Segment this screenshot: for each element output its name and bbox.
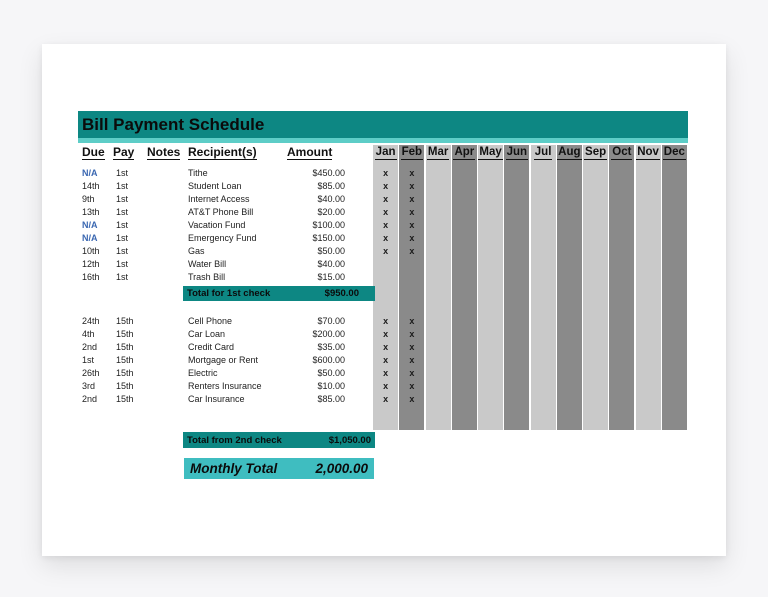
pay-cell: 15th (116, 368, 134, 378)
pay-cell: 1st (116, 220, 129, 230)
recipient-cell: Gas (188, 246, 205, 256)
monthly-total-label: Monthly Total (190, 461, 278, 476)
recipient-cell: Student Loan (188, 181, 242, 191)
paid-checkmark: x (409, 207, 415, 217)
paid-checkmark: x (409, 368, 415, 378)
document-page (42, 44, 726, 556)
paid-checkmark: x (409, 342, 415, 352)
schedule-row (42, 232, 375, 245)
due-cell: 10th (82, 246, 100, 256)
recipient-cell: Renters Insurance (188, 381, 262, 391)
month-column (583, 145, 608, 430)
amount-cell: $600.00 (312, 355, 345, 365)
month-header-label: Mar (427, 146, 449, 158)
paid-checkmark: x (383, 194, 389, 204)
pay-cell: 15th (116, 342, 134, 352)
total-1st-check-amount: $950.00 (324, 288, 359, 299)
paid-checkmark: x (383, 207, 389, 217)
recipient-cell: Tithe (188, 168, 208, 178)
recipient-cell: Credit Card (188, 342, 235, 352)
month-column (557, 145, 582, 430)
amount-cell: $85.00 (317, 394, 345, 404)
month-column (373, 145, 398, 430)
due-cell: 9th (82, 194, 95, 204)
column-header-pay: Pay (113, 145, 135, 159)
amount-cell: $50.00 (317, 246, 345, 256)
pay-cell: 1st (116, 207, 129, 217)
pay-cell: 1st (116, 168, 129, 178)
due-cell: 24th (82, 316, 100, 326)
schedule-row (42, 206, 375, 219)
schedule-row (42, 271, 375, 284)
paid-checkmark: x (409, 181, 415, 191)
due-cell: N/A (82, 233, 98, 243)
recipient-cell: Water Bill (188, 259, 227, 269)
pay-cell: 1st (116, 246, 129, 256)
due-cell: 14th (82, 181, 100, 191)
recipient-cell: AT&T Phone Bill (188, 207, 254, 217)
pay-cell: 1st (116, 233, 129, 243)
schedule-row (42, 367, 375, 380)
amount-cell: $200.00 (312, 329, 345, 339)
amount-cell: $40.00 (317, 259, 345, 269)
month-header-label: May (479, 146, 502, 158)
total-2nd-check-label: Total from 2nd check (187, 434, 282, 446)
month-column (452, 145, 477, 430)
month-header-label: Oct (612, 146, 632, 158)
pay-cell: 1st (116, 194, 129, 204)
paid-checkmark: x (409, 220, 415, 230)
due-cell: 12th (82, 259, 100, 269)
paid-checkmark: x (383, 381, 389, 391)
month-header-label: Jan (375, 146, 396, 158)
column-header-amount: Amount (287, 145, 333, 159)
recipient-cell: Electric (188, 368, 218, 378)
month-header-label: Jun (506, 146, 528, 158)
month-header-label: Dec (663, 146, 685, 158)
paid-checkmark: x (383, 233, 389, 243)
paid-checkmark: x (409, 168, 415, 178)
amount-cell: $40.00 (317, 194, 345, 204)
month-column (531, 145, 556, 430)
recipient-cell: Car Insurance (188, 394, 245, 404)
schedule-row (42, 380, 375, 393)
month-column (662, 145, 687, 430)
paid-checkmark: x (409, 329, 415, 339)
amount-cell: $20.00 (317, 207, 345, 217)
month-column (609, 145, 634, 430)
pay-cell: 1st (116, 272, 129, 282)
schedule-row (42, 341, 375, 354)
month-column (636, 145, 661, 430)
paid-checkmark: x (383, 355, 389, 365)
pay-cell: 15th (116, 329, 134, 339)
schedule-row (42, 167, 375, 180)
recipient-cell: Cell Phone (188, 316, 233, 326)
schedule-row (42, 180, 375, 193)
month-header-label: Apr (454, 146, 475, 158)
month-column (504, 145, 529, 430)
paid-checkmark: x (383, 342, 389, 352)
total-1st-check-label: Total for 1st check (187, 288, 271, 299)
due-cell: N/A (82, 220, 98, 230)
pay-cell: 15th (116, 381, 134, 391)
recipient-cell: Car Loan (188, 329, 226, 339)
paid-checkmark: x (409, 355, 415, 365)
amount-cell: $70.00 (317, 316, 345, 326)
paid-checkmark: x (409, 394, 415, 404)
month-header-label: Sep (585, 146, 607, 158)
month-column (426, 145, 451, 430)
schedule-row (42, 315, 375, 328)
month-header-label: Aug (558, 146, 581, 158)
due-cell: N/A (82, 168, 98, 178)
column-header-due: Due (82, 145, 105, 159)
pay-cell: 1st (116, 259, 129, 269)
paid-checkmark: x (409, 381, 415, 391)
due-cell: 3rd (82, 381, 96, 391)
month-column (399, 145, 424, 430)
schedule-row (42, 245, 375, 258)
schedule-row (42, 193, 375, 206)
paid-checkmark: x (383, 246, 389, 256)
recipient-cell: Emergency Fund (188, 233, 257, 243)
schedule-row (42, 354, 375, 367)
total-2nd-check-amount: $1,050.00 (328, 434, 371, 446)
due-cell: 13th (82, 207, 100, 217)
amount-cell: $450.00 (312, 168, 345, 178)
monthly-total-amount: 2,000.00 (315, 461, 368, 476)
due-cell: 2nd (82, 394, 98, 404)
column-header-recipient: Recipient(s) (188, 145, 257, 159)
pay-cell: 1st (116, 181, 129, 191)
total-1st-check-bar (183, 286, 375, 301)
month-header-label: Nov (637, 146, 659, 158)
amount-cell: $150.00 (312, 233, 345, 243)
total-2nd-check-bar (183, 432, 375, 448)
month-column (478, 145, 503, 430)
paid-checkmark: x (383, 394, 389, 404)
paid-checkmark: x (409, 246, 415, 256)
schedule-row (42, 393, 375, 406)
paid-checkmark: x (383, 368, 389, 378)
pay-cell: 15th (116, 394, 134, 404)
paid-checkmark: x (409, 316, 415, 326)
schedule-row (42, 328, 375, 341)
schedule-row (42, 258, 375, 271)
pay-cell: 15th (116, 355, 134, 365)
column-header-notes: Notes (147, 145, 181, 159)
page-title: Bill Payment Schedule (82, 114, 265, 134)
recipient-cell: Internet Access (188, 194, 250, 204)
due-cell: 2nd (82, 342, 98, 352)
amount-cell: $100.00 (312, 220, 345, 230)
due-cell: 26th (82, 368, 100, 378)
pay-cell: 15th (116, 316, 134, 326)
recipient-cell: Trash Bill (188, 272, 226, 282)
recipient-cell: Mortgage or Rent (188, 355, 259, 365)
recipient-cell: Vacation Fund (188, 220, 246, 230)
title-accent-strip (78, 138, 688, 143)
paid-checkmark: x (383, 329, 389, 339)
amount-cell: $35.00 (317, 342, 345, 352)
paid-checkmark: x (409, 194, 415, 204)
amount-cell: $85.00 (317, 181, 345, 191)
title-bar (78, 111, 688, 138)
due-cell: 4th (82, 329, 95, 339)
amount-cell: $15.00 (317, 272, 345, 282)
paid-checkmark: x (383, 316, 389, 326)
months-grid (373, 145, 688, 430)
amount-cell: $10.00 (317, 381, 345, 391)
monthly-total-bar (184, 458, 374, 479)
amount-cell: $50.00 (317, 368, 345, 378)
due-cell: 1st (82, 355, 95, 365)
paid-checkmark: x (383, 220, 389, 230)
paid-checkmark: x (409, 233, 415, 243)
month-header-label: Feb (401, 146, 423, 158)
schedule-row (42, 219, 375, 232)
month-header-label: Jul (534, 146, 552, 158)
paid-checkmark: x (383, 168, 389, 178)
due-cell: 16th (82, 272, 100, 282)
paid-checkmark: x (383, 181, 389, 191)
